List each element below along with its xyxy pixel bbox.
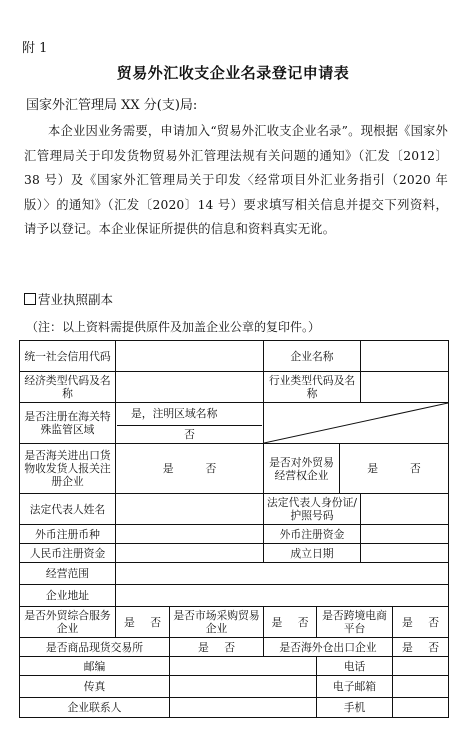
- registration-table: [19, 340, 449, 718]
- email-field[interactable]: [393, 676, 449, 698]
- phone-field[interactable]: [393, 657, 449, 676]
- fx-capital-label: 外币注册资金: [264, 525, 361, 544]
- diagonal-strike-line: [264, 403, 448, 443]
- table-row: [20, 585, 449, 607]
- application-statement: 本企业因业务需要，申请加入“贸易外汇收支企业名录”。现根据《国家外汇管理局关于印发货物贸易外汇管理法规有关问题的通知》（汇发〔2012〕38 号）及《国家外汇管理局关于印发〈经常项目外汇业务指引（2020 年版）〉的通知》（汇发〔2020〕14 号）要求填写相关信息并提交下列资料，请予以登记。本企业保证所提供的信息和资料真实无讹。: [24, 124, 448, 237]
- email-label: 电子邮箱: [317, 676, 393, 698]
- no-option[interactable]: 否: [224, 640, 236, 654]
- legal-rep-name-label: 法定代表人姓名: [20, 494, 116, 525]
- no-option[interactable]: 否: [150, 615, 162, 629]
- table-row: [20, 638, 449, 657]
- legal-rep-id-label: 法定代表人身份证/护照号码: [264, 494, 361, 525]
- table-row: [20, 607, 449, 638]
- foreign-trade-options[interactable]: [340, 444, 449, 494]
- business-scope-label: 经营范围: [20, 563, 116, 585]
- attachment-label: 附 1: [22, 41, 48, 56]
- consignee-options[interactable]: [116, 444, 264, 494]
- market-procurement-options[interactable]: [264, 607, 317, 638]
- customs-zone-no-option[interactable]: 否: [117, 425, 262, 443]
- fx-capital-field[interactable]: [361, 525, 449, 544]
- company-name-field[interactable]: [361, 341, 449, 372]
- checkbox-label: 营业执照副本: [38, 292, 114, 307]
- postcode-label: 邮编: [20, 657, 170, 676]
- cross-border-options[interactable]: [393, 607, 449, 638]
- customs-zone-options[interactable]: [116, 403, 264, 444]
- foreign-trade-label: 是否对外贸易经营权企业: [264, 444, 340, 494]
- addressee-line: 国家外汇管理局 XX 分(支)局:: [26, 98, 198, 113]
- customs-zone-yes-option[interactable]: 是，注明区域名称: [131, 407, 218, 420]
- yes-option[interactable]: 是: [197, 640, 209, 654]
- business-scope-field[interactable]: [116, 563, 449, 585]
- table-row: [20, 341, 449, 372]
- overseas-warehouse-label: 是否海外仓出口企业: [264, 638, 393, 657]
- credit-code-label: 统一社会信用代码: [20, 341, 116, 372]
- table-row: [20, 563, 449, 585]
- address-field[interactable]: [116, 585, 449, 607]
- customs-zone-blank: [264, 403, 449, 444]
- table-row: [20, 372, 449, 403]
- yes-option[interactable]: 是: [402, 640, 413, 654]
- yes-option[interactable]: 是: [367, 462, 378, 475]
- contact-field[interactable]: [170, 698, 317, 718]
- rmb-capital-field[interactable]: [116, 544, 264, 563]
- comprehensive-service-options[interactable]: [116, 607, 170, 638]
- no-option[interactable]: 否: [428, 615, 440, 629]
- cross-border-label: 是否跨境电商平台: [317, 607, 393, 638]
- no-option[interactable]: 否: [205, 462, 217, 475]
- yes-option[interactable]: 是: [271, 615, 283, 629]
- mobile-label: 手机: [317, 698, 393, 718]
- checkbox[interactable]: [24, 293, 36, 305]
- table-row: [20, 544, 449, 563]
- no-option[interactable]: 否: [297, 615, 309, 629]
- address-label: 企业地址: [20, 585, 116, 607]
- yes-option[interactable]: 是: [123, 615, 135, 629]
- established-date-label: 成立日期: [264, 544, 361, 563]
- industry-type-field[interactable]: [361, 372, 449, 403]
- yes-option[interactable]: 是: [402, 615, 413, 629]
- credit-code-field[interactable]: [116, 341, 264, 372]
- mobile-field[interactable]: [393, 698, 449, 718]
- fax-field[interactable]: [170, 676, 317, 698]
- economic-type-label: 经济类型代码及名称: [20, 372, 116, 403]
- market-procurement-label: 是否市场采购贸易企业: [170, 607, 264, 638]
- yes-option[interactable]: 是: [162, 462, 174, 475]
- spot-exchange-label: 是否商品现货交易所: [20, 638, 170, 657]
- company-name-label: 企业名称: [264, 341, 361, 372]
- contact-label: 企业联系人: [20, 698, 170, 718]
- table-row: [20, 494, 449, 525]
- fax-label: 传真: [20, 676, 170, 698]
- no-option[interactable]: 否: [410, 462, 421, 475]
- fx-currency-label: 外币注册币种: [20, 525, 116, 544]
- note-text: （注：以上资料需提供原件及加盖企业公章的复印件。）: [26, 320, 321, 334]
- postcode-field[interactable]: [170, 657, 317, 676]
- spot-exchange-options[interactable]: [170, 638, 264, 657]
- comprehensive-service-label: 是否外贸综合服务企业: [20, 607, 116, 638]
- phone-label: 电话: [317, 657, 393, 676]
- overseas-warehouse-options[interactable]: [393, 638, 449, 657]
- legal-rep-name-field[interactable]: [116, 494, 264, 525]
- table-row: [20, 525, 449, 544]
- rmb-capital-label: 人民币注册资金: [20, 544, 116, 563]
- no-option[interactable]: 否: [428, 640, 440, 654]
- table-row: [20, 403, 449, 444]
- industry-type-label: 行业类型代码及名称: [264, 372, 361, 403]
- economic-type-field[interactable]: [116, 372, 264, 403]
- consignee-label: 是否海关进出口货物收发货人报关注册企业: [20, 444, 116, 494]
- fx-currency-field[interactable]: [116, 525, 264, 544]
- document-checklist-item: [24, 290, 113, 308]
- table-row: [20, 444, 449, 494]
- table-row: [20, 657, 449, 676]
- table-row: [20, 676, 449, 698]
- table-row: [20, 698, 449, 718]
- legal-rep-id-field[interactable]: [361, 494, 449, 525]
- customs-zone-label: 是否注册在海关特殊监管区域: [20, 403, 116, 444]
- form-title: 贸易外汇收支企业名录登记申请表: [116, 64, 350, 82]
- established-date-field[interactable]: [361, 544, 449, 563]
